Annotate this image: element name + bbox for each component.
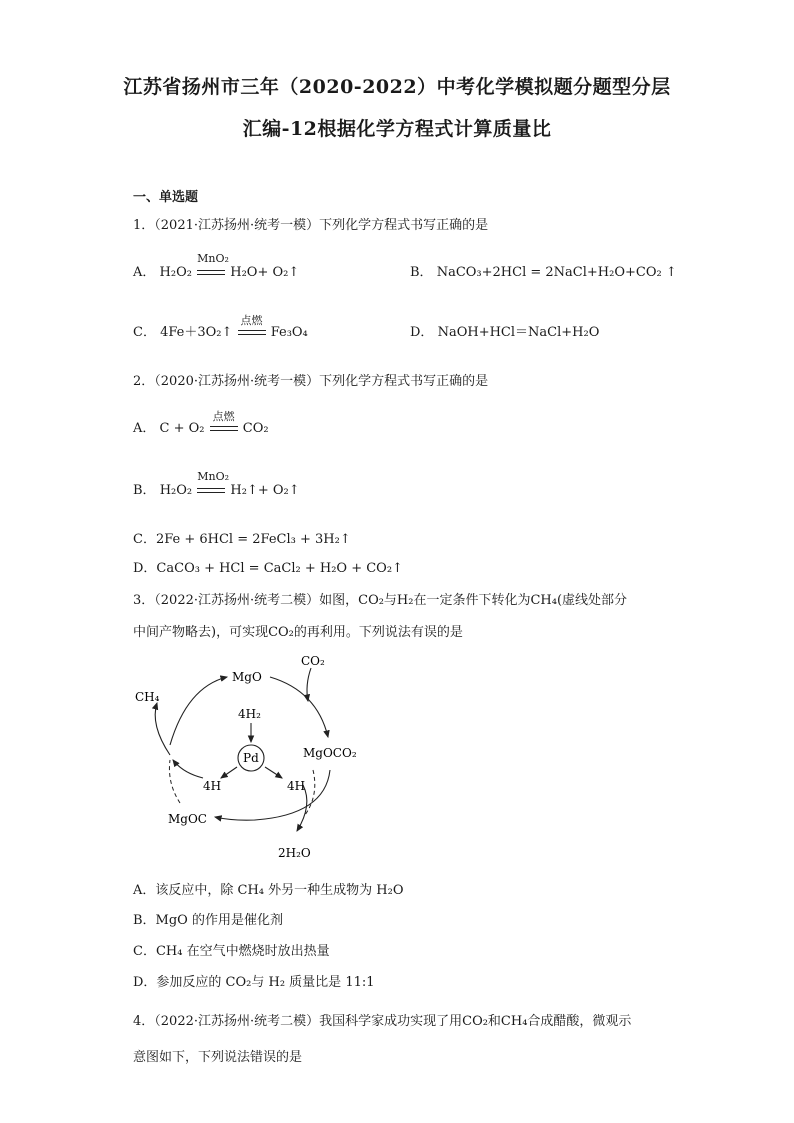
q2-option-c: C．2Fe + 6HCl = 2FeCl₃ + 3H₂↑ xyxy=(133,532,351,547)
q1-c-lhs: 4Fe＋3O₂↑ xyxy=(160,325,233,340)
h2o-label: 2H₂O xyxy=(278,846,311,860)
reaction-cycle-diagram xyxy=(125,645,385,870)
q1-c-equals xyxy=(238,330,266,335)
q2-b-condition xyxy=(197,470,230,498)
q3-option-d: D．参加反应的 CO₂与 H₂ 质量比是 11:1 xyxy=(133,975,375,990)
pd-label: Pd xyxy=(243,751,259,765)
q2-a-rhs: CO₂ xyxy=(242,421,269,436)
arc-ch4-to-mgo xyxy=(170,677,227,745)
q2-a-label: A． xyxy=(133,421,156,436)
arc-pd-to-right-h xyxy=(265,767,282,778)
arc-pd-to-left-h xyxy=(221,767,237,778)
section-heading: 一、单选题 xyxy=(133,190,199,205)
mgo-label: MgO xyxy=(232,670,262,684)
q2-option-d: D．CaCO₃ + HCl = CaCl₂ + H₂O + CO₂↑ xyxy=(133,561,403,576)
q2-a-equals xyxy=(210,426,238,431)
right-4h-label: 4H xyxy=(287,779,306,793)
q1-option-c xyxy=(133,314,308,340)
q4-stem-line-1: 4．（2022·江苏扬州·统考二模）我国科学家成功实现了用CO₂和CH₄合成醋酸，微观示 xyxy=(133,1014,632,1029)
q1-b-equation: NaCO₃+2HCl = 2NaCl+H₂O+CO₂ ↑ xyxy=(436,265,677,280)
q1-c-ignite: 点燃 xyxy=(240,314,263,327)
q2-option-b xyxy=(133,470,300,498)
q1-stem: 1．（2021·江苏扬州·统考一模）下列化学方程式书写正确的是 xyxy=(133,218,489,233)
q2-a-lhs: C + O₂ xyxy=(159,421,205,436)
q1-c-label: C． xyxy=(133,325,156,340)
q1-option-d xyxy=(410,321,599,340)
q1-a-rhs: H₂O+ O₂↑ xyxy=(230,265,300,280)
q3-option-c: C．CH₄ 在空气中燃烧时放出热量 xyxy=(133,944,330,959)
q1-a-lhs: H₂O₂ xyxy=(159,265,192,280)
q2-b-lhs: H₂O₂ xyxy=(159,483,193,498)
q1-option-a xyxy=(133,252,300,280)
q1-a-label: A． xyxy=(133,265,156,280)
co2-label: CO₂ xyxy=(301,654,325,668)
ch4-label: CH₄ xyxy=(135,690,160,704)
q2-b-catalyst: MnO₂ xyxy=(197,470,230,483)
q2-option-a xyxy=(133,410,269,436)
q1-d-label: D． xyxy=(410,325,434,340)
q3-stem-line-1: 3．（2022·江苏扬州·统考二模）如图，CO₂与H₂在一定条件下转化为CH₄(虚线处部分 xyxy=(133,593,628,608)
q2-b-rhs: H₂↑+ O₂↑ xyxy=(230,483,300,498)
document-title-line-2: 汇编-12根据化学方程式计算质量比 xyxy=(242,118,552,140)
q1-a-catalyst: MnO₂ xyxy=(197,252,229,265)
q2-a-condition xyxy=(210,410,238,436)
arc-to-ch4 xyxy=(155,703,170,755)
q1-d-equation: NaOH+HCl＝NaCl+H₂O xyxy=(437,325,600,340)
arc-mgo-to-mgoco2 xyxy=(270,677,328,737)
q1-a-equals xyxy=(197,270,225,275)
q2-a-ignite: 点燃 xyxy=(212,410,235,423)
q4-stem-line-2: 意图如下，下列说法错误的是 xyxy=(133,1050,303,1065)
q1-a-condition xyxy=(197,252,229,280)
q1-b-label: B． xyxy=(410,265,433,280)
arc-co2-in xyxy=(307,668,311,701)
h2-label: 4H₂ xyxy=(238,707,261,721)
q1-option-b xyxy=(410,261,677,280)
arc-left-h-to-ch4 xyxy=(173,760,203,778)
q2-b-equals xyxy=(197,488,225,493)
q3-stem-line-2: 中间产物略去)，可实现CO₂的再利用。下列说法有误的是 xyxy=(133,625,463,640)
q2-b-label: B． xyxy=(133,483,156,498)
q1-c-rhs: Fe₃O₄ xyxy=(270,325,308,340)
q3-option-a: A．该反应中，除 CH₄ 外另一种生成物为 H₂O xyxy=(133,883,404,898)
left-4h-label: 4H xyxy=(203,779,222,793)
arc-mgoco2-to-mgoc xyxy=(215,770,330,820)
document-title-line-1: 江苏省扬州市三年（2020-2022）中考化学模拟题分题型分层 xyxy=(123,76,671,98)
q1-c-condition xyxy=(238,314,266,340)
q2-stem: 2．（2020·江苏扬州·统考一模）下列化学方程式书写正确的是 xyxy=(133,374,489,389)
q3-option-b: B．MgO 的作用是催化剂 xyxy=(133,913,283,928)
mgoc-label: MgOC xyxy=(168,812,207,826)
mgoco2-label: MgOCO₂ xyxy=(303,746,357,760)
